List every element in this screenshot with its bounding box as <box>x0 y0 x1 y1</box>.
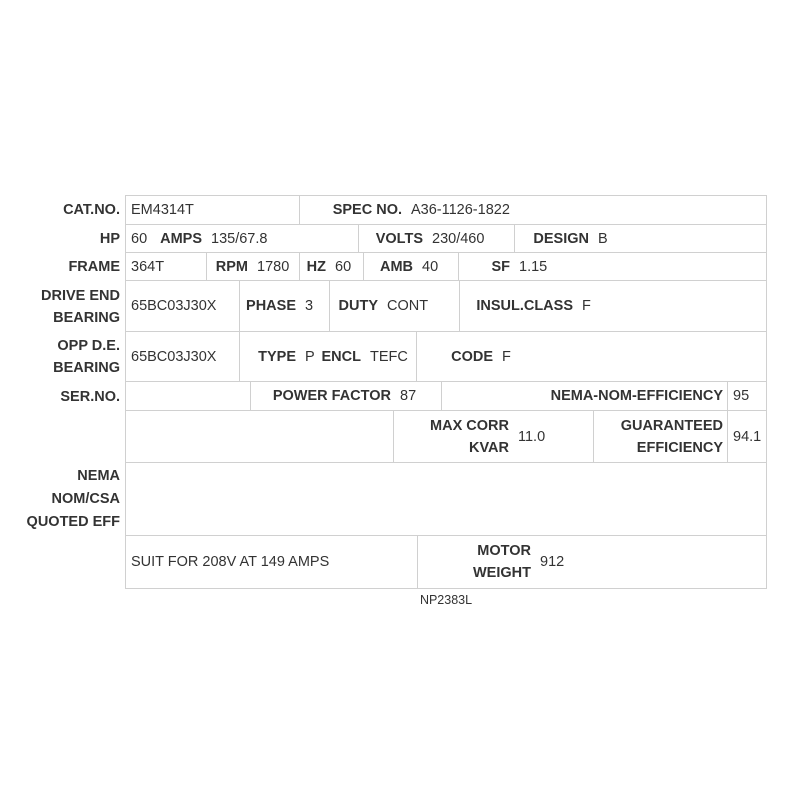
power-factor-value: 87 <box>395 382 442 410</box>
insul-class-label: INSUL.CLASS <box>476 298 573 314</box>
row7-empty-cell <box>126 411 394 462</box>
motor-weight-label-line1: MOTOR <box>477 543 531 559</box>
guaranteed-label-line1: GUARANTEED <box>620 417 723 434</box>
encl-label: ENCL <box>321 348 361 365</box>
hz-label: HZ <box>306 258 326 275</box>
guaranteed-efficiency-label <box>594 411 728 462</box>
cat-no-label: CAT.NO. <box>63 202 120 218</box>
row-opp-de-bearing <box>126 332 766 382</box>
nameplate-grid <box>125 195 767 589</box>
max-corr-label-line1: MAX CORR <box>430 417 509 434</box>
sf-value: 1.15 <box>519 258 548 275</box>
amps-label: AMPS <box>160 230 202 247</box>
max-corr-label-line2: KVAR <box>468 439 509 456</box>
motor-weight-value: 912 <box>540 554 565 570</box>
drive-end-bearing-value: 65BC03J30X <box>126 281 240 331</box>
nema-quoted-eff-value <box>126 463 766 535</box>
duty-value: CONT <box>382 281 460 331</box>
ser-no-label: SER.NO. <box>60 389 120 405</box>
code-value: F <box>502 348 511 365</box>
amb-label: AMB <box>379 258 413 275</box>
phase-value: 3 <box>300 281 330 331</box>
sf-label: SF <box>491 258 510 275</box>
row-cat-no <box>126 196 766 225</box>
motor-weight-label <box>418 536 535 588</box>
frame-value: 364T <box>126 253 207 280</box>
insul-class-value: F <box>582 298 591 314</box>
type-label: TYPE <box>258 348 296 365</box>
duty-label: DUTY <box>338 298 378 314</box>
design-value: B <box>598 230 608 247</box>
volts-label: VOLTS <box>375 230 423 247</box>
nema-nom-efficiency-label: NEMA-NOM-EFFICIENCY <box>442 382 728 410</box>
spec-no-value: A36-1126-1822 <box>411 202 510 218</box>
amb-value: 40 <box>417 253 459 280</box>
suit-note: SUIT FOR 208V AT 149 AMPS <box>126 536 418 588</box>
code-label: CODE <box>451 348 493 365</box>
amps-value: 135/67.8 <box>206 225 359 252</box>
row-nema-quoted-eff <box>126 463 766 536</box>
opp-de-label-line2: BEARING <box>53 360 120 376</box>
row-frame <box>126 253 766 281</box>
rpm-value: 1780 <box>252 253 300 280</box>
nameplate-part-number: NP2383L <box>419 593 473 607</box>
design-label: DESIGN <box>533 230 589 247</box>
nema-label-line2: NOM/CSA <box>51 491 120 507</box>
drive-end-label-line1: DRIVE END <box>41 288 120 304</box>
max-corr-kvar-value: 11.0 <box>513 411 594 462</box>
hp-label: HP <box>99 231 120 247</box>
opp-de-bearing-value: 65BC03J30X <box>126 332 240 381</box>
spec-no-label: SPEC NO. <box>332 202 402 218</box>
hz-value: 60 <box>330 253 364 280</box>
motor-weight-label-line2: WEIGHT <box>473 565 531 581</box>
row-motor-weight <box>126 536 766 588</box>
phase-label: PHASE <box>246 298 296 314</box>
opp-de-label-line1: OPP D.E. <box>57 338 120 354</box>
hp-value: 60 <box>131 230 148 247</box>
guaranteed-efficiency-value: 94.1 <box>733 428 762 445</box>
max-corr-kvar-label <box>394 411 513 462</box>
nema-label-line3: QUOTED EFF <box>26 514 120 530</box>
row-max-corr <box>126 411 766 463</box>
row-ser-no <box>126 382 766 411</box>
frame-label: FRAME <box>68 259 120 275</box>
rpm-label: RPM <box>215 258 248 275</box>
encl-value: TEFC <box>365 332 417 381</box>
type-value: P <box>305 348 315 365</box>
ser-no-value <box>126 382 251 410</box>
nema-label-line1: NEMA <box>77 468 120 484</box>
row-drive-end-bearing <box>126 281 766 332</box>
volts-value: 230/460 <box>427 225 515 252</box>
row-hp <box>126 225 766 253</box>
guaranteed-label-line2: EFFICIENCY <box>636 439 723 456</box>
nema-nom-efficiency-value: 95 <box>733 388 750 404</box>
power-factor-label: POWER FACTOR <box>272 388 391 404</box>
cat-no-value: EM4314T <box>126 196 300 224</box>
drive-end-label-line2: BEARING <box>53 310 120 326</box>
